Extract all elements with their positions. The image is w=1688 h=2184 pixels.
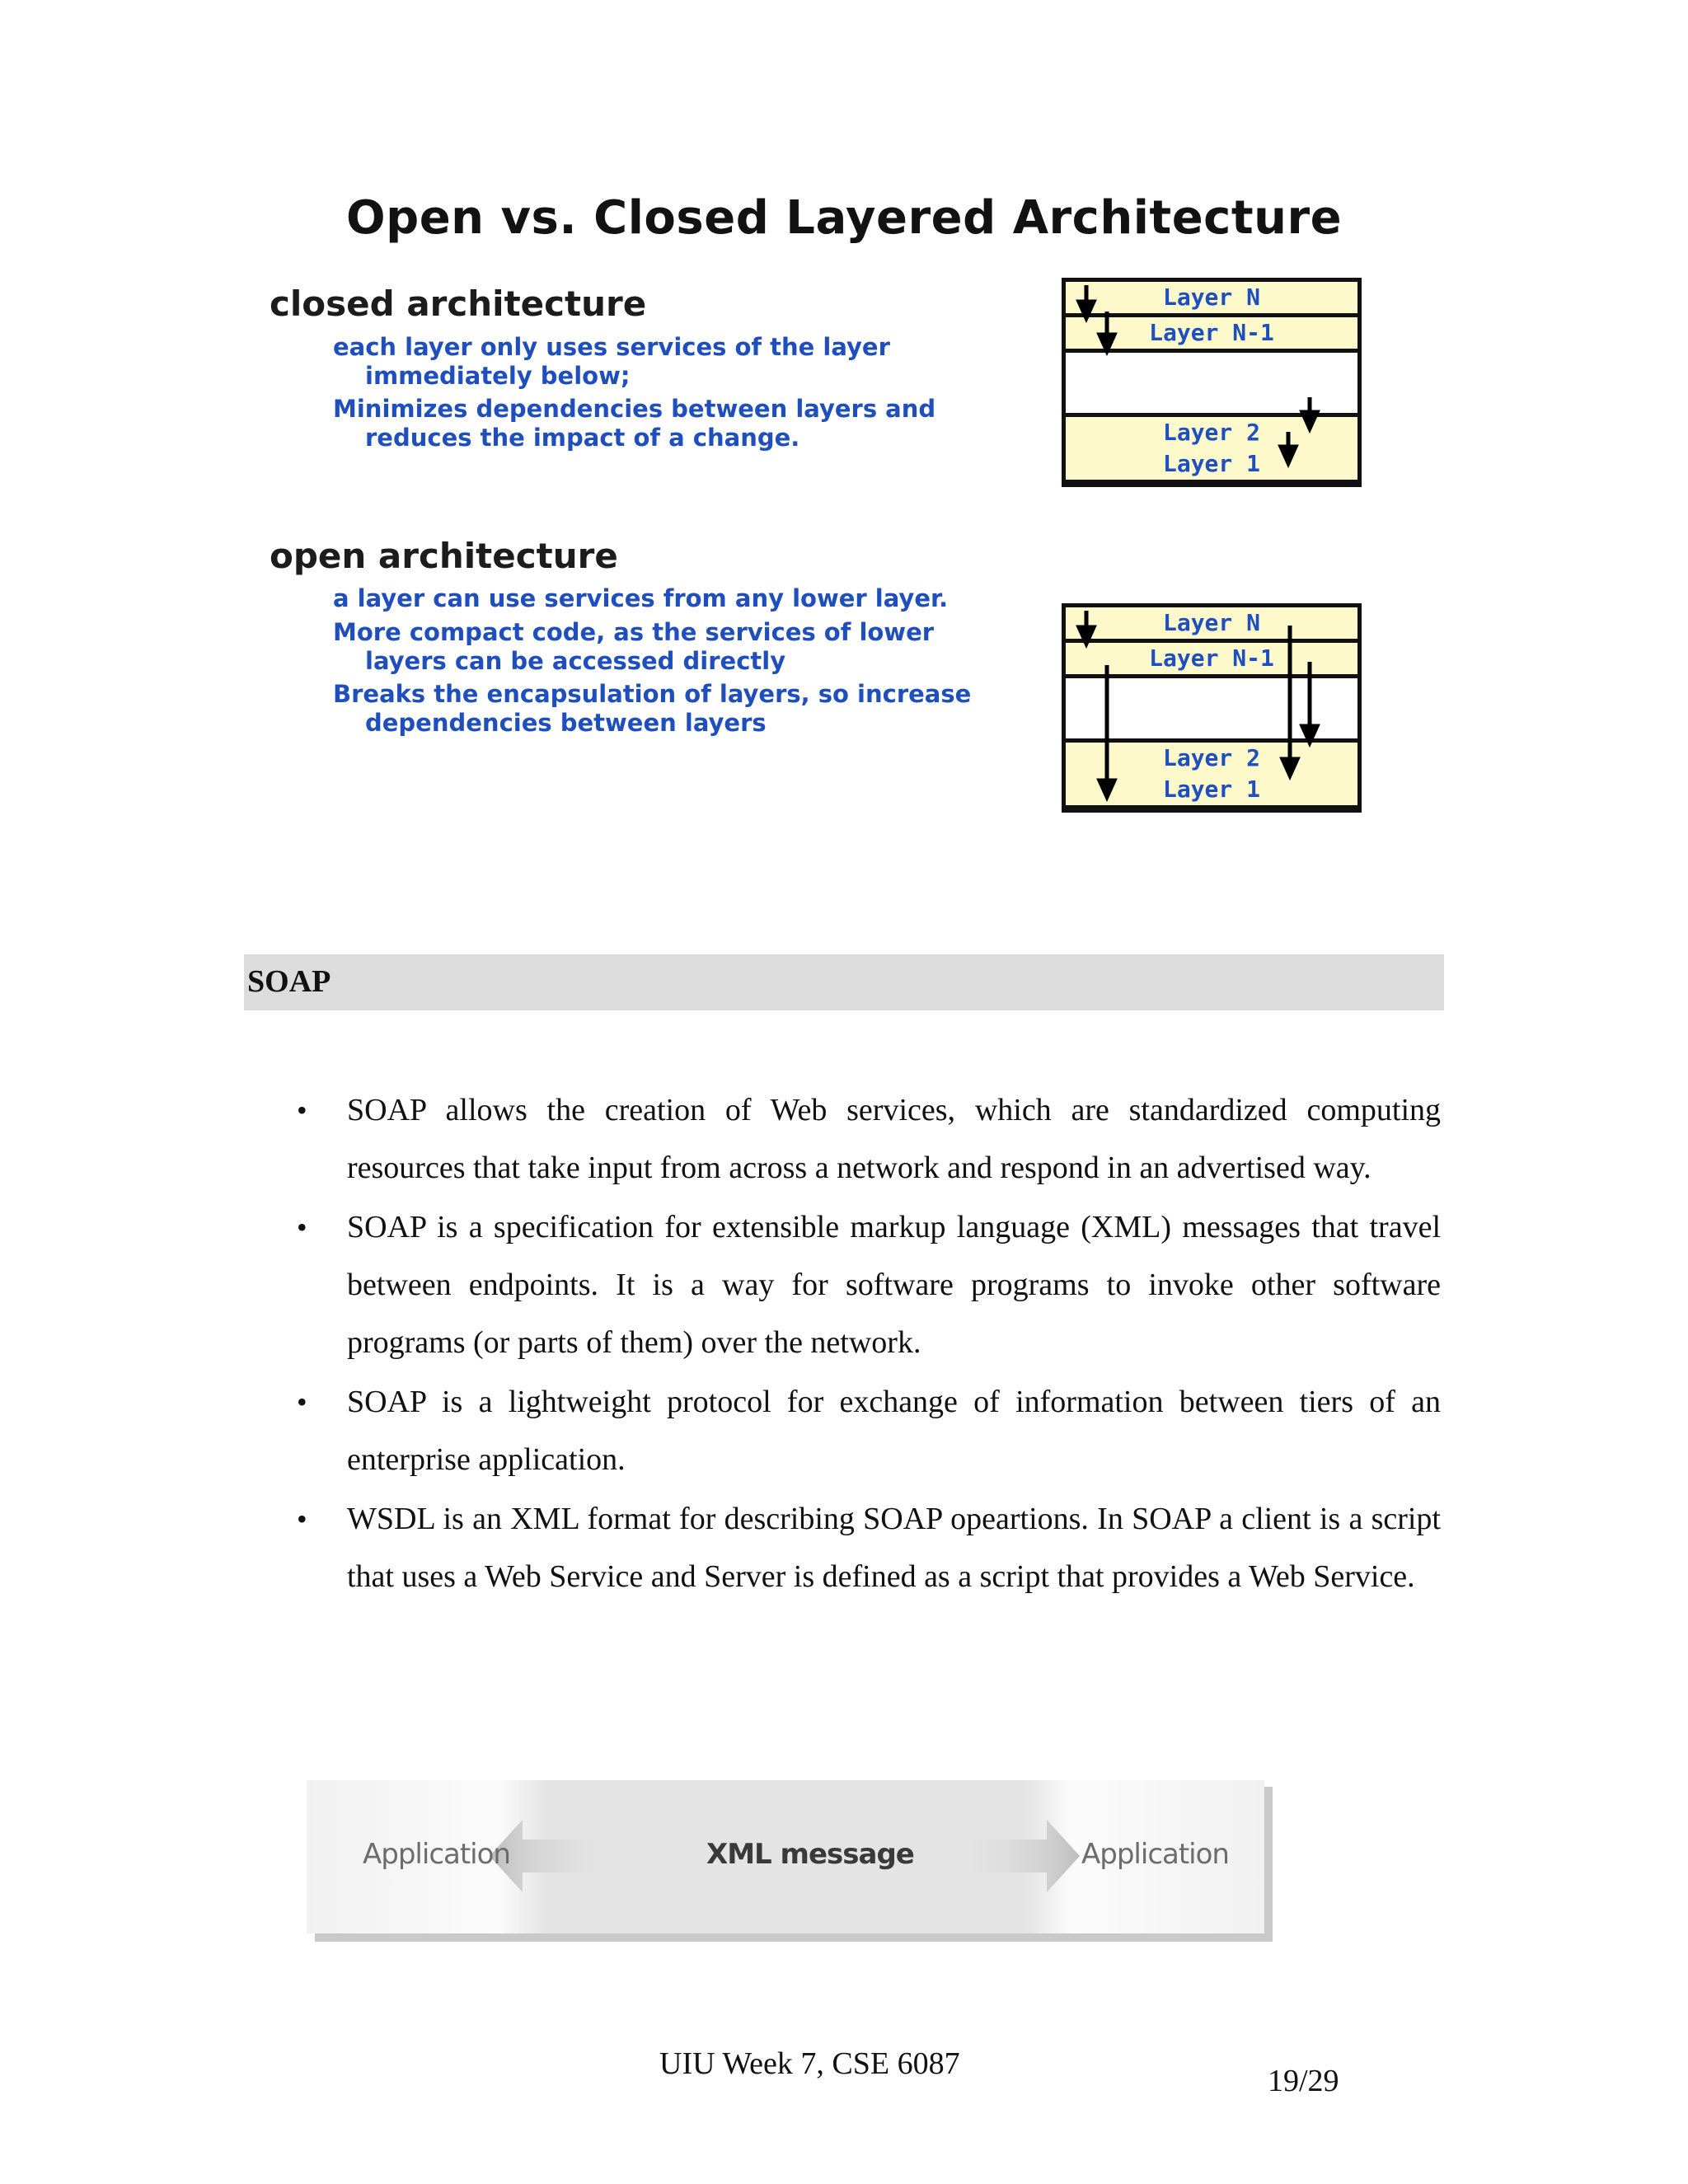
open-point-1-line1: a layer can use services from any lower layer. <box>333 584 949 612</box>
bullet-dot: • <box>297 1385 307 1418</box>
closed-layer-2: Layer 2 <box>1066 413 1357 452</box>
closed-point-1 <box>333 333 890 391</box>
closed-point-1-line1: each layer only uses services of the layer <box>333 333 890 361</box>
closed-layer-1: Layer 1 <box>1066 448 1357 484</box>
bullet-text: WSDL is an XML format for describing SOAP opeartions. In SOAP a client is a script that uses a Web Service and Server is defined as a script that provides a Web Service. <box>347 1502 1441 1594</box>
list-item <box>297 1490 1441 1605</box>
open-point-2-line2: layers can be accessed directly <box>365 647 786 675</box>
diagram-shadow-bottom <box>315 1933 1273 1942</box>
diagram-body <box>307 1780 1264 1933</box>
bullet-text: SOAP is a lightweight protocol for exchange of information between tiers of an enterprise application. <box>347 1385 1441 1477</box>
open-layer-n-1: Layer N-1 <box>1066 643 1357 678</box>
closed-point-2-line2: reduces the impact of a change. <box>365 424 800 452</box>
closed-layer-n-1: Layer N-1 <box>1066 317 1357 353</box>
open-point-3-line1: Breaks the encapsulation of layers, so increase <box>333 680 972 708</box>
xml-message-label: XML message <box>706 1838 914 1871</box>
footer-course-label: UIU Week 7, CSE 6087 <box>659 2046 960 2081</box>
bullet-dot: • <box>297 1094 307 1127</box>
slide-title: Open vs. Closed Layered Architecture <box>346 191 1343 245</box>
closed-point-2 <box>333 395 935 452</box>
right-application-label: Application <box>1081 1838 1229 1871</box>
open-point-3 <box>333 680 971 738</box>
open-point-3-line2: dependencies between layers <box>365 709 767 737</box>
closed-arrows <box>1066 282 1366 491</box>
closed-point-1-line2: immediately below; <box>365 362 631 390</box>
left-application-label: Application <box>363 1838 510 1871</box>
bullet-dot: • <box>297 1211 307 1244</box>
closed-layer-stack <box>1062 278 1362 487</box>
list-item <box>297 1081 1441 1197</box>
soap-heading-band <box>244 954 1444 1010</box>
open-arrows <box>1066 607 1366 817</box>
list-item <box>297 1198 1441 1371</box>
list-item <box>297 1373 1441 1488</box>
open-point-2 <box>333 618 934 676</box>
bullet-text: SOAP is a specification for extensible markup language (XML) messages that travel between endpoints. It is a way for software programs to invoke other software programs (or parts of them) over the network. <box>347 1210 1441 1360</box>
closed-architecture-heading: closed architecture <box>270 284 647 324</box>
open-layer-stack <box>1062 603 1362 813</box>
page-number: 19/29 <box>1268 2064 1339 2098</box>
open-layer-2: Layer 2 <box>1066 738 1357 778</box>
bullet-text: SOAP allows the creation of Web services, which are standardized computing resources that take input from across a network and respond in an advertised way. <box>347 1093 1441 1185</box>
xml-message-diagram <box>307 1780 1273 1942</box>
open-point-1 <box>333 584 948 613</box>
closed-point-2-line1: Minimizes dependencies between layers and <box>333 395 936 423</box>
open-layer-1: Layer 1 <box>1066 774 1357 809</box>
open-layer-n: Layer N <box>1066 607 1357 643</box>
bullet-dot: • <box>297 1502 307 1535</box>
diagram-shadow-right <box>1264 1787 1273 1940</box>
open-point-2-line1: More compact code, as the services of lower <box>333 618 935 646</box>
right-arrow-icon <box>959 1820 1080 1892</box>
closed-layer-n: Layer N <box>1066 282 1357 317</box>
open-architecture-heading: open architecture <box>270 536 618 576</box>
soap-heading: SOAP <box>247 964 331 999</box>
soap-bullet-list <box>297 1081 1441 1607</box>
